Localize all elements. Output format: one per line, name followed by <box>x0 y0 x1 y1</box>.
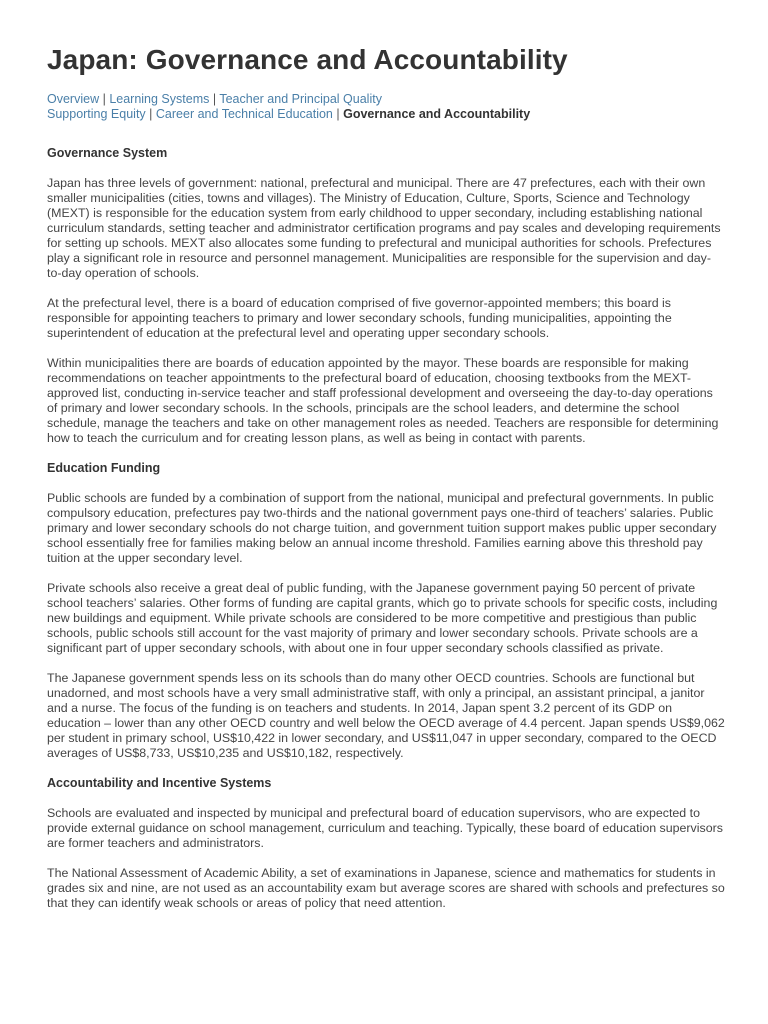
nav-link-career-technical-education[interactable]: Career and Technical Education <box>155 107 333 121</box>
nav-row-2 <box>47 107 725 122</box>
nav-separator: | <box>102 92 110 106</box>
paragraph: Within municipalities there are boards of education appointed by the mayor. These boards are responsible for making recommendations on teacher appointments to the prefectural board of education, choosing textbooks from the MEXT-approved list, conducting in-service teacher and staff professional development and overseeing the day-to-day operations of primary and lower secondary schools. In the schools, principals are the school leaders, and determine the school schedule, manage the teachers and take on other management roles as needed. Teachers are responsible for determining how to teach the curriculum and for creating lesson plans, as well as being in contact with parents. <box>47 356 719 445</box>
heading-education-funding: Education Funding <box>47 461 161 475</box>
paragraph: The National Assessment of Academic Ability, a set of examinations in Japanese, science and mathematics for students in grades six and nine, are not used as an accountability exam but average scores are shared with schools and prefectures so that they can identify weak schools or areas of policy that need attention. <box>47 866 725 910</box>
nav-separator: | <box>149 107 156 121</box>
nav-link-overview[interactable]: Overview <box>47 92 100 106</box>
nav-row-1 <box>47 92 725 107</box>
nav-link-teacher-principal-quality[interactable]: Teacher and Principal Quality <box>219 92 382 106</box>
paragraph: Schools are evaluated and inspected by municipal and prefectural board of education supervisors, who are expected to provide external guidance on school management, curriculum and teaching. Typically, these board of education supervisors are former teachers and administrators. <box>47 806 723 850</box>
page-title: Japan: Governance and Accountability <box>47 44 568 75</box>
paragraph: Japan has three levels of government: national, prefectural and municipal. There are 47 prefectures, each with their own smaller municipalities (cities, towns and villages). The Ministry of Education, Culture, Sports, Science and Technology (MEXT) is responsible for the education system from early childhood to upper secondary, including establishing national curriculum standards, setting teacher and administrator certification programs and pay scales and developing requirements for setting up schools. MEXT also allocates some funding to prefectural and municipal authorities for schools. Prefectures play a significant role in resource and personnel management. Municipalities are responsible for the supervision and day-to-day operation of schools. <box>47 176 721 280</box>
nav-current-page: Governance and Accountability <box>343 107 531 121</box>
paragraph: Private schools also receive a great deal of public funding, with the Japanese government paying 50 percent of private school teachers’ salaries. Other forms of funding are capital grants, which go to private schools for specific costs, including new buildings and equipment. While private schools are considered to be more competitive and prestigious than public schools, public schools still account for the vast majority of primary and lower secondary schools. Private schools are a significant part of upper secondary schools, with about one in four upper secondary schools classified as private. <box>47 581 718 655</box>
paragraph: Public schools are funded by a combination of support from the national, municipal and prefectural governments. In public compulsory education, prefectures pay two-thirds and the national government pays one-third of teachers’ salaries. Public primary and lower secondary schools do not charge tuition, and government tuition support makes public upper secondary school essentially free for families making below an annual income threshold. Families earning above this threshold pay tuition at the upper secondary level. <box>47 491 717 565</box>
heading-governance-system: Governance System <box>47 146 168 160</box>
section-nav <box>47 92 725 122</box>
nav-link-supporting-equity[interactable]: Supporting Equity <box>47 107 146 121</box>
heading-accountability-incentive-systems: Accountability and Incentive Systems <box>47 776 272 790</box>
article <box>47 40 725 911</box>
nav-separator: | <box>212 92 220 106</box>
nav-link-learning-systems[interactable]: Learning Systems <box>109 92 210 106</box>
nav-separator: | <box>336 107 344 121</box>
paragraph: The Japanese government spends less on its schools than do many other OECD countries. Schools are functional but unadorned, and most schools have a very small administrative staff, with only a principal, an assistant principal, a janitor and a nurse. The focus of the funding is on teachers and students. In 2014, Japan spent 3.2 percent of its GDP on education – lower than any other OECD country and well below the OECD average of 4.4 percent. Japan spends US$9,062 per student in primary school, US$10,422 in lower secondary, and US$11,047 in upper secondary, compared to the OECD averages of US$8,733, US$10,235 and US$10,182, respectively. <box>47 671 725 760</box>
paragraph: At the prefectural level, there is a board of education comprised of five governor-appointed members; this board is responsible for appointing teachers to primary and lower secondary schools, funding municipalities, appointing the superintendent of education at the prefectural level and operating upper secondary schools. <box>47 296 672 340</box>
